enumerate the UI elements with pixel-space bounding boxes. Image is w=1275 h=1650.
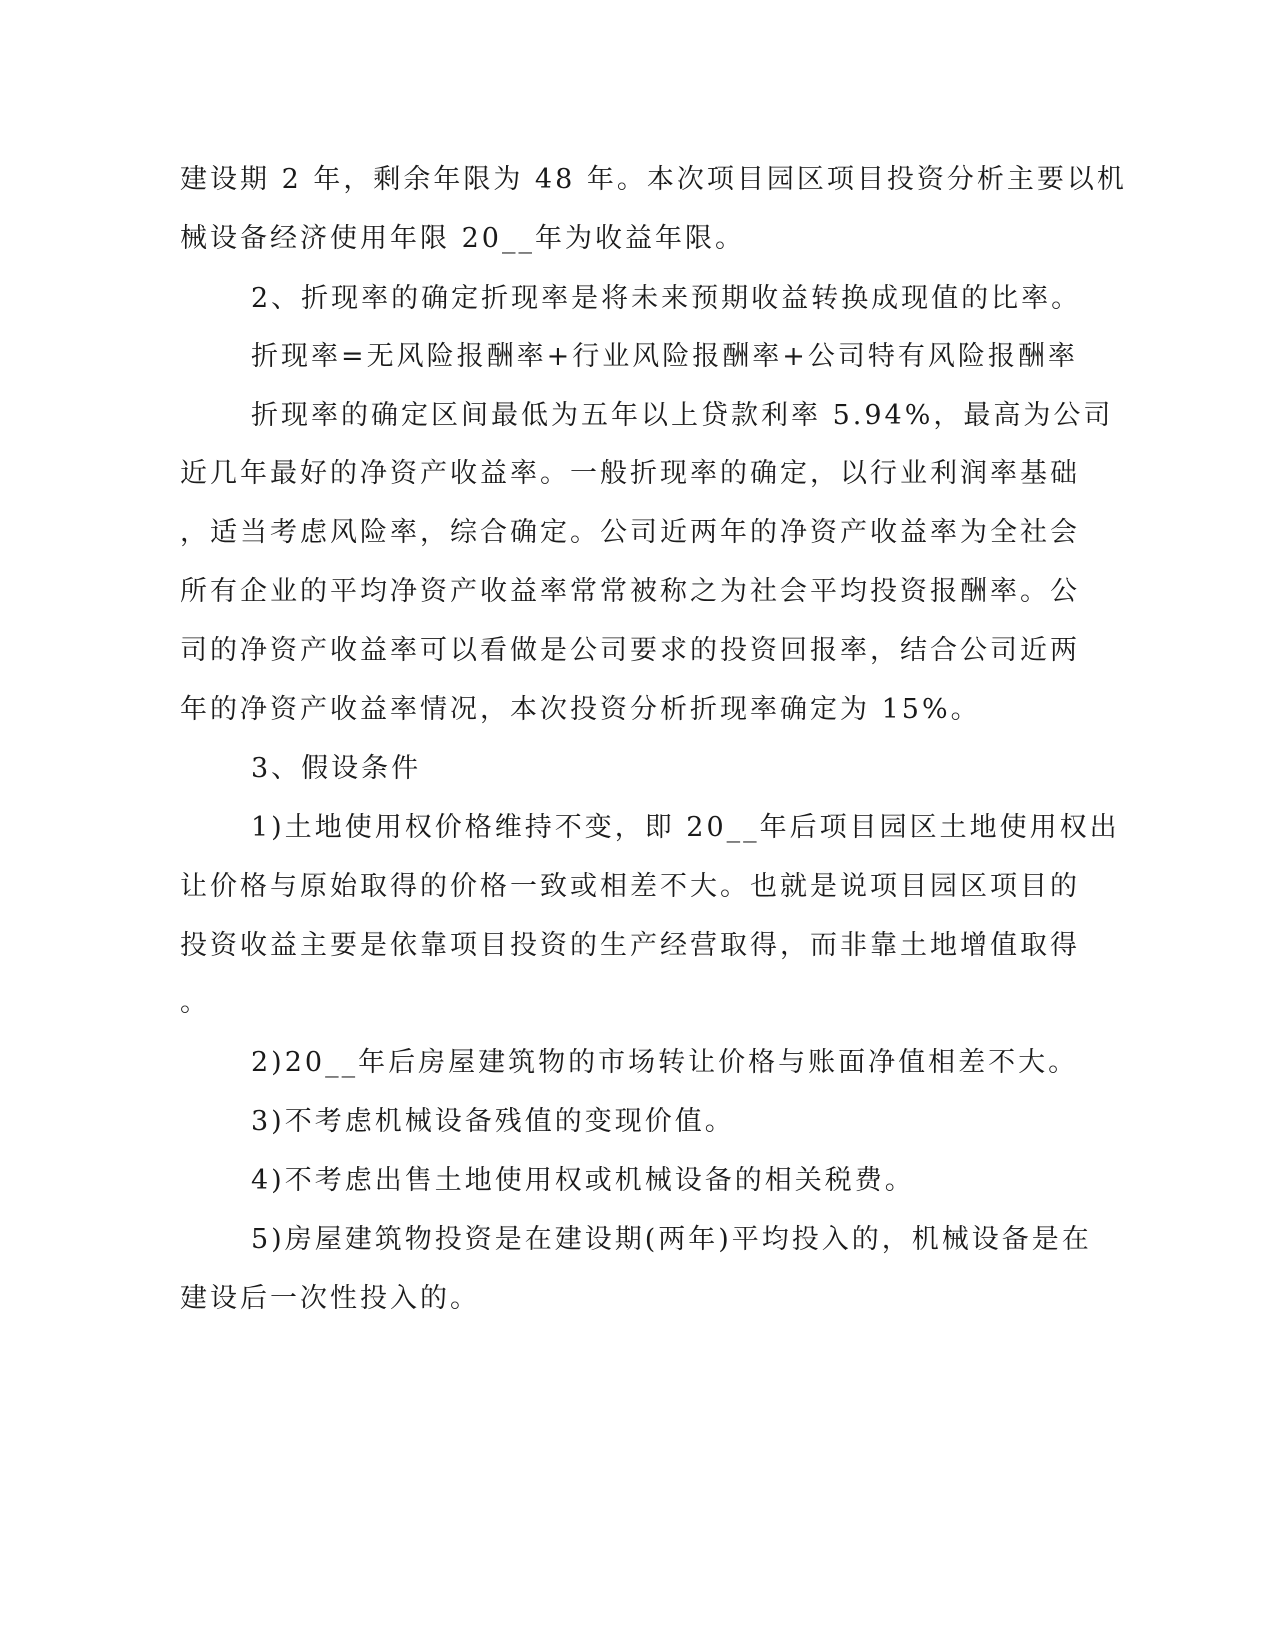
text-line: ，适当考虑风险率，综合确定。公司近两年的净资产收益率为全社会 [180,517,1080,548]
text-line: 建设期 2 年，剩余年限为 48 年。本次项目园区项目投资分析主要以机 [180,164,1127,195]
text-line: 年的净资产收益率情况，本次投资分析折现率确定为 15%。 [180,694,981,725]
text-line: 建设后一次性投入的。 [180,1283,480,1314]
text-line: 折现率的确定区间最低为五年以上贷款利率 5.94%，最高为公司 [251,400,1114,431]
text-line: 2)20__年后房屋建筑物的市场转让价格与账面净值相差不大。 [251,1047,1079,1078]
text-line: 械设备经济使用年限 20__年为收益年限。 [180,223,745,254]
text-line: 2、折现率的确定折现率是将未来预期收益转换成现值的比率。 [251,283,1082,314]
text-line: 3)不考虑机械设备残值的变现价值。 [251,1106,735,1137]
text-line: 4)不考虑出售土地使用权或机械设备的相关税费。 [251,1165,915,1196]
text-line: 。 [180,987,210,1018]
text-line: 5)房屋建筑物投资是在建设期(两年)平均投入的，机械设备是在 [251,1224,1092,1255]
text-line: 3、假设条件 [251,753,422,784]
text-line: 1)土地使用权价格维持不变，即 20__年后项目园区土地使用权出 [251,812,1120,843]
text-line: 近几年最好的净资产收益率。一般折现率的确定，以行业利润率基础 [180,458,1080,489]
text-line: 让价格与原始取得的价格一致或相差不大。也就是说项目园区项目的 [180,871,1080,902]
text-line: 司的净资产收益率可以看做是公司要求的投资回报率，结合公司近两 [180,635,1080,666]
text-line: 所有企业的平均净资产收益率常常被称之为社会平均投资报酬率。公 [180,576,1080,607]
text-line: 折现率=无风险报酬率+行业风险报酬率+公司特有风险报酬率 [251,341,1078,372]
text-line: 投资收益主要是依靠项目投资的生产经营取得，而非靠土地增值取得 [180,930,1080,961]
